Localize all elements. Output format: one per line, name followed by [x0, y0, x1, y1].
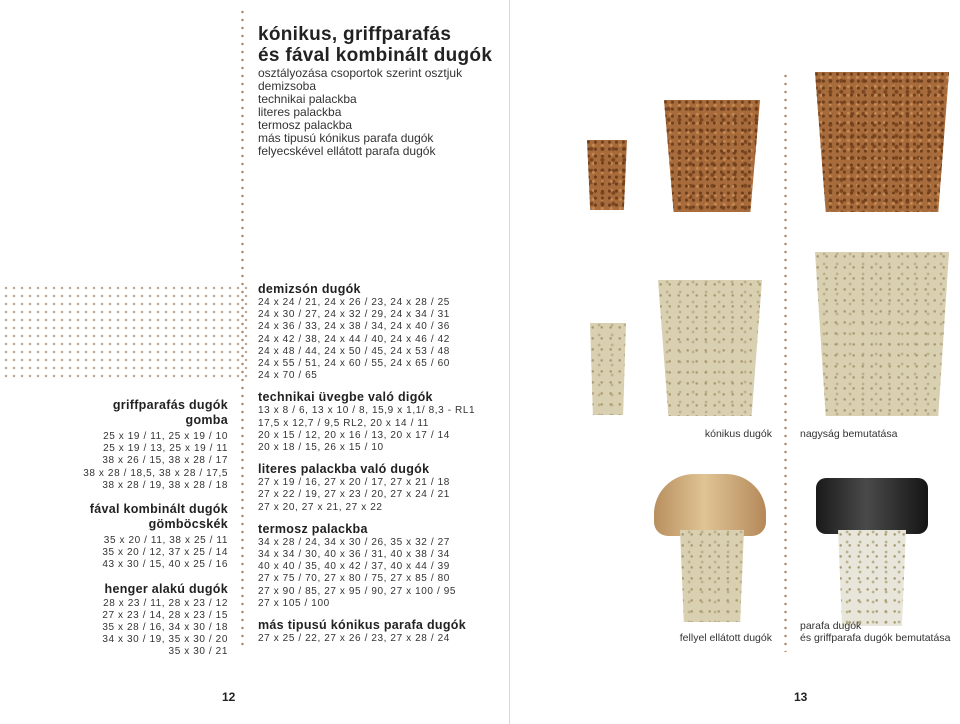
spec-line: 27 x 19 / 16, 27 x 20 / 17, 27 x 21 / 18	[258, 477, 450, 489]
spec-line: 24 x 70 / 65	[258, 370, 318, 382]
section-heading: más tipusú kónikus parafa dugók	[258, 618, 466, 633]
spec-line: 34 x 30 / 19, 35 x 30 / 20	[102, 634, 228, 646]
small-cork-photo	[587, 140, 627, 210]
dot-grid	[2, 284, 250, 378]
caption-konikus: kónikus dugók	[704, 428, 772, 440]
section-heading: literes palackba való dugók	[258, 462, 430, 477]
caption-nagysag: nagyság bemutatása	[800, 428, 898, 440]
spec-line: 34 x 34 / 30, 40 x 36 / 31, 40 x 38 / 34	[258, 549, 450, 561]
spec-line: 35 x 20 / 12, 37 x 25 / 14	[102, 547, 228, 559]
spec-line: 24 x 55 / 51, 24 x 60 / 55, 24 x 65 / 60	[258, 358, 450, 370]
intro-list	[258, 67, 462, 158]
spec-line: 27 x 75 / 70, 27 x 80 / 75, 27 x 85 / 80	[258, 573, 450, 585]
spec-line: 27 x 25 / 22, 27 x 26 / 23, 27 x 28 / 24	[258, 633, 450, 645]
caption-parafa	[800, 620, 950, 644]
intro-line: demizsoba	[258, 79, 317, 93]
spec-line: 13 x 8 / 6, 13 x 10 / 8, 15,9 x 1,1/ 8,3 - RL1	[258, 405, 476, 417]
spec-line: 38 x 28 / 18,5, 38 x 28 / 17,5	[83, 467, 228, 479]
spec-line: 35 x 30 / 21	[168, 646, 228, 658]
spec-line: 27 x 23 / 14, 28 x 23 / 15	[102, 609, 228, 621]
spine-divider	[509, 0, 510, 724]
caption-fellyel: fellyel ellátott dugók	[679, 632, 772, 644]
section-subheading: gömböcskék	[148, 517, 228, 532]
section-heading: henger alakú dugók	[104, 581, 228, 596]
spec-line: 43 x 30 / 15, 40 x 25 / 16	[102, 559, 228, 571]
spec-line: 38 x 28 / 19, 38 x 28 / 18	[102, 479, 228, 491]
caption-parafa-line-1: parafa dugók	[800, 620, 862, 632]
title-line-2: és fával kombinált dugók	[258, 45, 493, 66]
medium-cork-photo	[664, 100, 760, 212]
spec-line: 25 x 19 / 13, 25 x 19 / 11	[103, 443, 228, 455]
spec-line: 24 x 24 / 21, 24 x 26 / 23, 24 x 28 / 25	[258, 297, 450, 308]
section-subheading: gomba	[185, 413, 228, 427]
intro-line: más tipusú kónikus parafa dugók	[258, 131, 434, 145]
black-top-cork-photo	[816, 478, 928, 628]
large-light-cork-photo	[815, 252, 949, 416]
intro-line: technikai palackba	[258, 92, 357, 106]
middle-column	[258, 282, 503, 645]
page-number-left: 12	[222, 690, 236, 704]
spec-line: 25 x 19 / 11, 25 x 19 / 10	[103, 431, 228, 442]
spec-line: 24 x 30 / 27, 24 x 32 / 29, 24 x 34 / 31	[258, 309, 450, 321]
spec-line: 34 x 28 / 24, 34 x 30 / 26, 35 x 32 / 27	[258, 536, 450, 548]
dot-column-right	[784, 72, 787, 652]
spec-line: 28 x 23 / 11, 28 x 23 / 12	[103, 597, 228, 609]
spec-line: 27 x 90 / 85, 27 x 95 / 90, 27 x 100 / 95	[258, 585, 457, 597]
section-heading: demizsón dugók	[258, 282, 361, 296]
section-heading: technikai üvegbe való digók	[258, 390, 433, 405]
small-light-cork-photo	[590, 323, 626, 415]
spec-line: 27 x 20, 27 x 21, 27 x 22	[258, 501, 383, 513]
spec-line: 24 x 36 / 33, 24 x 38 / 34, 24 x 40 / 36	[258, 321, 450, 333]
spec-line: 35 x 20 / 11, 38 x 25 / 11	[103, 535, 228, 547]
section-heading: termosz palackba	[258, 521, 368, 536]
medium-light-cork-photo	[658, 280, 762, 416]
left-column	[60, 398, 228, 659]
spec-line: 24 x 42 / 38, 24 x 44 / 40, 24 x 46 / 42	[258, 333, 450, 345]
spec-line: 35 x 28 / 16, 34 x 30 / 18	[102, 622, 228, 634]
section-heading: griffparafás dugók	[112, 398, 228, 412]
spec-line: 20 x 15 / 12, 20 x 16 / 13, 20 x 17 / 14	[258, 429, 450, 441]
spec-line: 38 x 26 / 15, 38 x 28 / 17	[102, 455, 228, 467]
spec-line: 27 x 22 / 19, 27 x 23 / 20, 27 x 24 / 21	[258, 489, 450, 501]
large-cork-photo	[815, 72, 949, 212]
caption-parafa-line-2: és griffparafa dugók bemutatása	[800, 632, 951, 644]
page-number-right: 13	[794, 690, 808, 704]
wooden-top-cork-photo	[654, 474, 766, 624]
spec-line: 20 x 18 / 15, 26 x 15 / 10	[258, 442, 384, 454]
spec-line: 27 x 105 / 100	[258, 597, 330, 609]
spec-line: 24 x 48 / 44, 24 x 50 / 45, 24 x 53 / 48	[258, 345, 450, 357]
intro-line: felyecskével ellátott parafa dugók	[258, 144, 436, 158]
intro-line: literes palackba	[258, 105, 342, 119]
intro-line: osztályozása csoportok szerint osztjuk	[258, 66, 463, 80]
intro-line: termosz palackba	[258, 118, 353, 132]
spec-line: 40 x 40 / 35, 40 x 42 / 37, 40 x 44 / 39	[258, 561, 450, 573]
page-title	[258, 24, 492, 66]
section-heading: fával kombinált dugók	[89, 502, 228, 517]
title-line-1: kónikus, griffparafás	[258, 24, 452, 45]
spec-line: 17,5 x 12,7 / 9,5 RL2, 20 x 14 / 11	[258, 417, 429, 429]
